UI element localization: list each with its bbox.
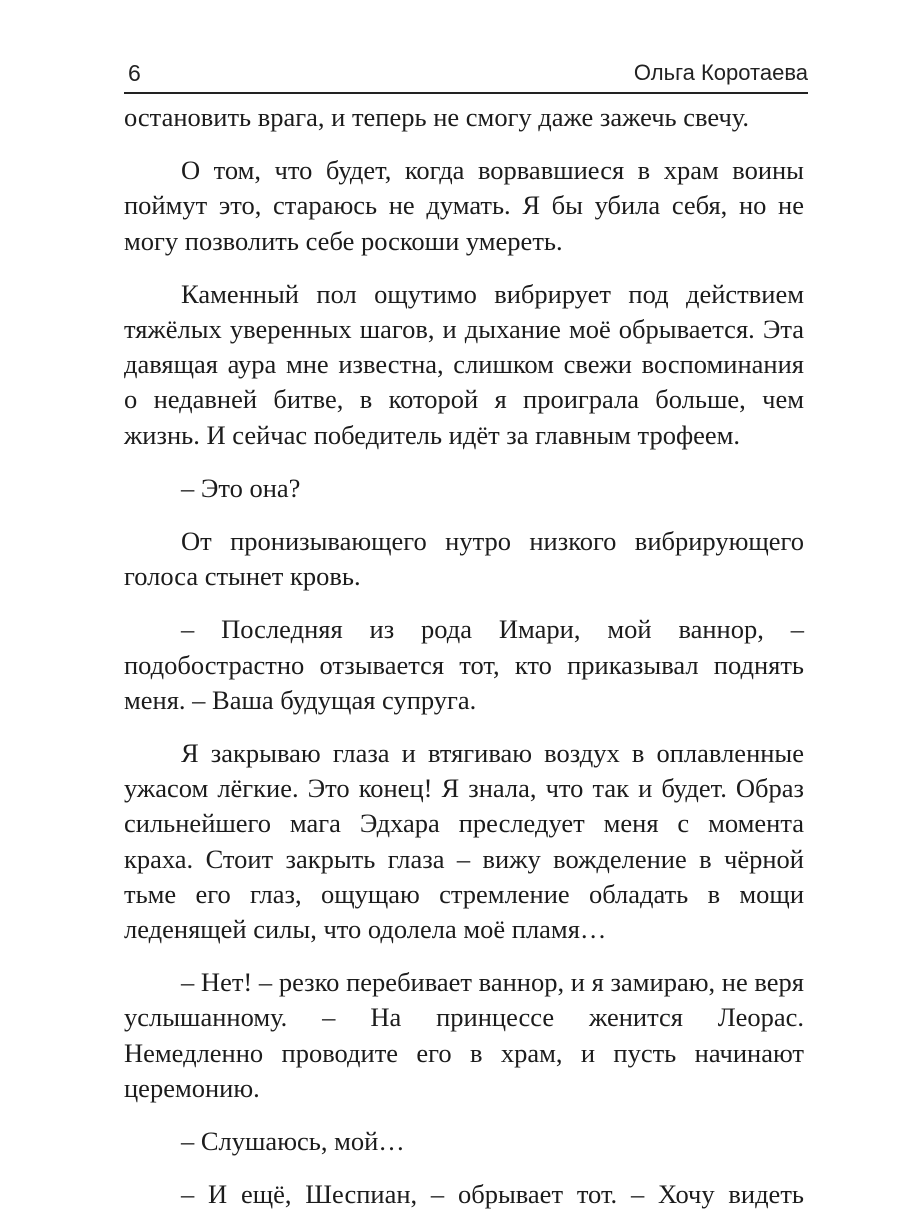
- body-text: [124, 100, 804, 1230]
- page-number: 6: [128, 60, 141, 86]
- dialogue-line: – Слушаюсь, мой…: [181, 1126, 405, 1157]
- paragraph: О том, что будет, когда ворвавшиеся в храм воины поймут это, стараюсь не думать. Я бы убила себя, но не могу позволить себе роскоши умереть.: [124, 155, 804, 256]
- paragraph: остановить врага, и теперь не смогу даже зажечь свечу.: [124, 102, 750, 132]
- dialogue-line: – И ещё, Шеспиан, – обрывает тот. – Хочу видеть: [181, 1179, 804, 1210]
- running-head: [124, 58, 808, 92]
- header-rule: [124, 92, 808, 94]
- dialogue-line: – Нет! – резко перебивает ваннор, и я замираю, не веря услышанному. – На принцессе женится Леорас. Немедленно проводите его в храм, и пусть начинают церемонию.: [124, 967, 804, 1103]
- dialogue-line: – Последняя из рода Имари, мой ваннор, – подобострастно отзывается тот, кто приказывал поднять меня. – Ваша будущая супруга.: [124, 614, 804, 715]
- dialogue-line: – Это она?: [181, 472, 301, 503]
- paragraph: Я закрываю глаза и втягиваю воздух в оплавленные ужасом лёгкие. Это конец! Я знала, что так и будет. Образ сильнейшего мага Эдхара преследует меня с момента краха. Стоит закрыть глаза – вижу вожделение в чёрной тьме его глаз, ощущаю стремление обладать в мощи леденящей силы, что одолела моё пламя…: [124, 738, 804, 945]
- author-name: Ольга Коротаева: [633, 60, 808, 85]
- paragraph: Каменный пол ощутимо вибрирует под действием тяжёлых уверенных шагов, и дыхание моё обрывается. Эта давящая аура мне известна, слишком свежи воспоминания о недавней битве, в которой я проиграла больше, чем жизнь. И сейчас победитель идёт за главным трофеем.: [124, 278, 804, 450]
- paragraph: От пронизывающего нутро низкого вибрирующего голоса стынет кровь.: [124, 526, 804, 592]
